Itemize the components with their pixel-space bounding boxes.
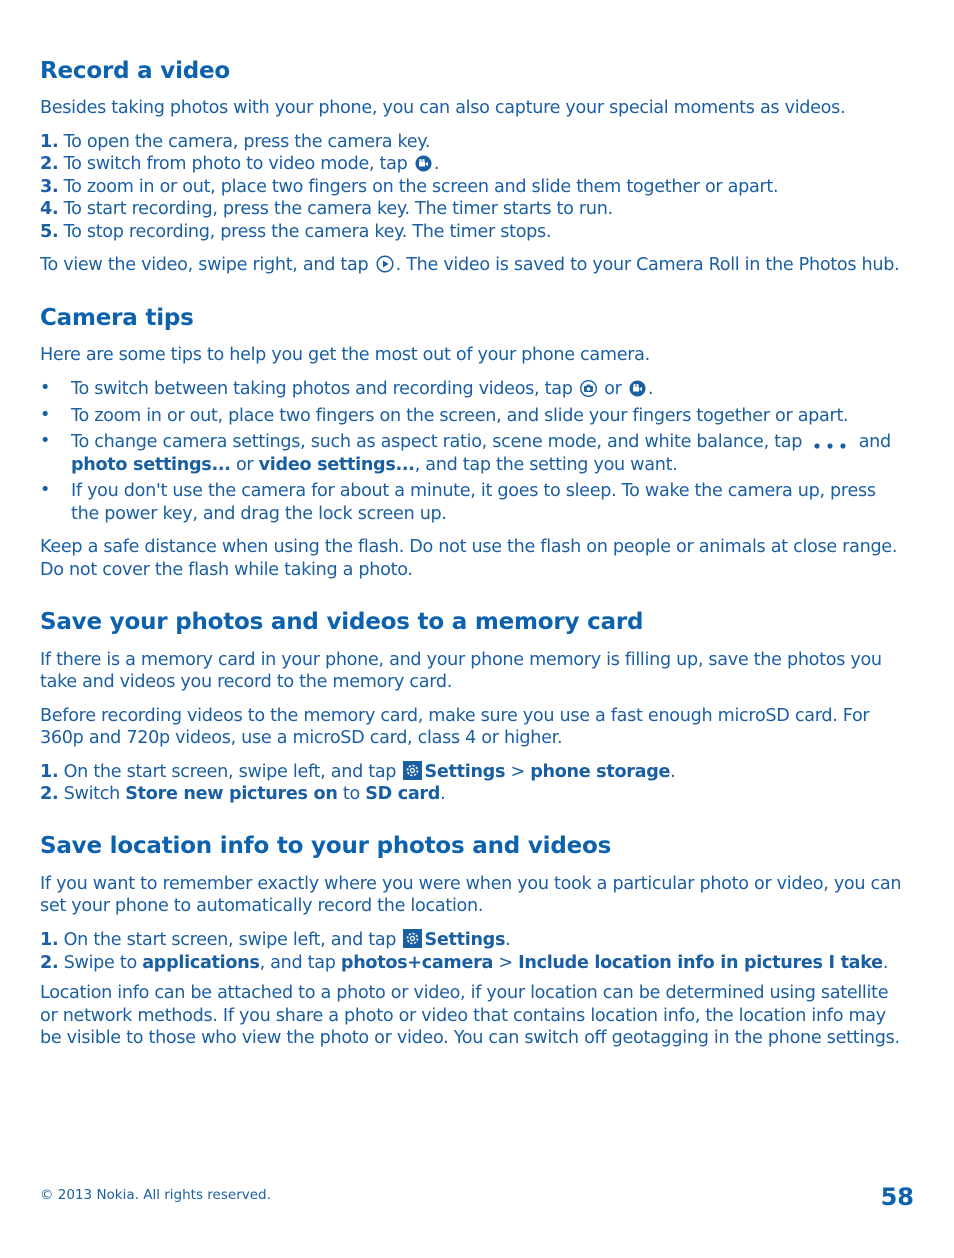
tips-outro-line2: Do not cover the flash while taking a photo.	[40, 560, 413, 580]
play-icon	[376, 255, 394, 280]
record-step-5: 5. To stop recording, press the camera key. The timer stops.	[40, 222, 552, 242]
record-intro: Besides taking photos with your phone, you can also capture your special moments as videos.	[40, 98, 846, 118]
location-p1-line1: If you want to remember exactly where you were when you took a particular photo or video, you can	[40, 874, 902, 894]
tips-intro: Here are some tips to help you get the most out of your phone camera.	[40, 345, 650, 365]
memory-p1-line1: If there is a memory card in your phone, and your phone memory is filling up, save the photos you	[40, 650, 882, 670]
location-p2-line3: be visible to those who view the photo or video. You can switch off geotagging in the phone settings.	[40, 1028, 900, 1048]
memory-p2-line2: 360p and 720p videos, use a microSD card, class 4 or higher.	[40, 728, 563, 748]
heading-location-info: Save location info to your photos and videos	[40, 833, 612, 859]
location-p1-line2: set your phone to automatically record the location.	[40, 896, 484, 916]
record-outro: To view the video, swipe right, and tap . The video is saved to your Camera Roll in the Photos hub.	[40, 254, 920, 280]
copyright-footer: © 2013 Nokia. All rights reserved.	[40, 1187, 271, 1203]
memory-p2-line1: Before recording videos to the memory card, make sure you use a fast enough microSD card. For	[40, 706, 870, 726]
video-camera-icon	[629, 380, 646, 404]
tips-outro-line1: Keep a safe distance when using the flash. Do not use the flash on people or animals at close range.	[40, 537, 898, 557]
record-step-3: 3. To zoom in or out, place two fingers on the screen and slide them together or apart.	[40, 177, 779, 197]
location-p2-line1: Location info can be attached to a photo or video, if your location can be determined using satellite	[40, 983, 889, 1003]
page-number: 58	[880, 1183, 914, 1211]
record-step-1: 1. To open the camera, press the camera key.	[40, 132, 431, 152]
heading-camera-tips: Camera tips	[40, 305, 194, 331]
record-step-4: 4. To start recording, press the camera key. The timer starts to run.	[40, 199, 613, 219]
location-step-2: 2. Swipe to applications, and tap photos+camera > Include location info in pictures I take.	[40, 953, 889, 973]
memory-step-2: 2. Switch Store new pictures on to SD card.	[40, 784, 446, 804]
camera-icon	[580, 380, 597, 404]
memory-step-1: 1. On the start screen, swipe left, and tap Settings > phone storage.	[40, 761, 920, 787]
location-step-1: 1. On the start screen, swipe left, and tap Settings.	[40, 929, 920, 955]
heading-memory-card: Save your photos and videos to a memory card	[40, 609, 644, 635]
memory-p1-line2: take and videos you record to the memory card.	[40, 672, 453, 692]
location-p2-line2: or network methods. If you share a photo or video that contains location info, the location info may	[40, 1006, 886, 1026]
record-step-2: 2. To switch from photo to video mode, tap .	[40, 153, 920, 179]
heading-record-video: Record a video	[40, 58, 231, 84]
